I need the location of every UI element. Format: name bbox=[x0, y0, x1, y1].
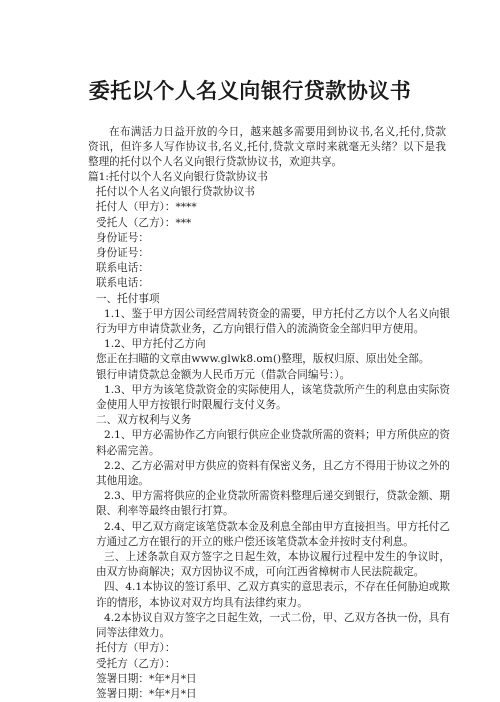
clause-heading: 一、托付事项 bbox=[96, 292, 160, 305]
clause-heading: 二、双方权利与义务 bbox=[96, 414, 192, 427]
clause-paragraph: 2.3、甲方需将供应的企业贷款所需资料整理后递交到银行，贷款金额、期限、利率等最终由银行打算。 bbox=[96, 490, 450, 518]
clause-paragraph: 2.4、甲乙双方商定该笔贷款本金及利息全部由甲方直接担当。甲方托付乙方通过乙方在银行的开立的账户偿还该笔贷款本金并按时支付利息。 bbox=[96, 520, 450, 548]
party-a-line: 托付人（甲方）：**** bbox=[96, 201, 197, 214]
phone-line: 联系电话： bbox=[96, 277, 149, 290]
clause-paragraph: 您正在扫瞄的文章由www.glwk8.om()整理，版权归原、原出处全部。 bbox=[96, 353, 430, 366]
date-line: 签署日期：*年*月*日 bbox=[96, 687, 197, 700]
clause-paragraph: 2.2、乙方必需对甲方供应的资料有保密义务，且乙方不得用于协议之外的其他用途。 bbox=[96, 459, 450, 488]
clause-paragraph: 2.1、甲方必需协作乙方向银行供应企业贷款所需的资料；甲方所供应的资料必需完善。 bbox=[96, 429, 450, 457]
section-heading: 篇1:托付以个人名义向银行贷款协议书 bbox=[88, 171, 268, 183]
clause-paragraph: 四、4.1本协议的签订系甲、乙双方真实的意思表示，不存在任何胁迫或欺诈的情形，本协议对双方均具有法律约束力。 bbox=[96, 581, 450, 609]
clause-paragraph: 三、上述条款自双方签字之日起生效，本协议履行过程中发生的争议时，由双方协商解决；双方因协议不成，可向江西省樟树市人民法院裁定。 bbox=[96, 551, 450, 579]
doc-subtitle: 托付以个人名义向银行贷款协议书 bbox=[96, 186, 255, 199]
intro-paragraph: 在布满活力日益开放的今日，越来越多需要用到协议书,名义,托付,贷款资讯，但许多人写作协议书,名义,托付,贷款文章时来就毫无头绪？以下是我整理的托付以个人名义向银行贷款协议书，欢迎共享。 bbox=[88, 126, 446, 168]
id-number-line: 身份证号： bbox=[96, 247, 149, 260]
clause-paragraph: 银行申请贷款总金额为人民币万元（借款合同编号：）。 bbox=[96, 368, 351, 381]
clause-paragraph: 1.3、甲方为该笔贷款资金的实际使用人，该笔贷款所产生的利息由实际资金使用人甲方按银行时限履行支付义务。 bbox=[96, 383, 450, 412]
party-b-line: 受托人（乙方）：*** bbox=[96, 216, 192, 229]
clause-paragraph: 1.1、鉴于甲方因公司经营周转资金的需要，甲方托付乙方以个人名义向银行为甲方申请贷款业务，乙方向银行借入的流淌资金全部归甲方使用。 bbox=[96, 307, 450, 336]
document-body bbox=[88, 170, 450, 702]
date-line: 签署日期：*年*月*日 bbox=[96, 672, 197, 685]
document-title: 委托以个人名义向银行贷款协议书 bbox=[88, 78, 412, 103]
id-number-line: 身份证号： bbox=[96, 231, 149, 244]
phone-line: 联系电话： bbox=[96, 262, 149, 275]
clause-paragraph: 4.2本协议自双方签字之日起生效，一式二份，甲、乙双方各执一份，具有同等法律效力。 bbox=[96, 611, 450, 640]
signature-line: 托付方（甲方）： bbox=[96, 642, 176, 655]
signature-line: 受托方（乙方）： bbox=[96, 657, 176, 670]
clause-paragraph: 1.2、甲方托付乙方向 bbox=[104, 338, 206, 351]
